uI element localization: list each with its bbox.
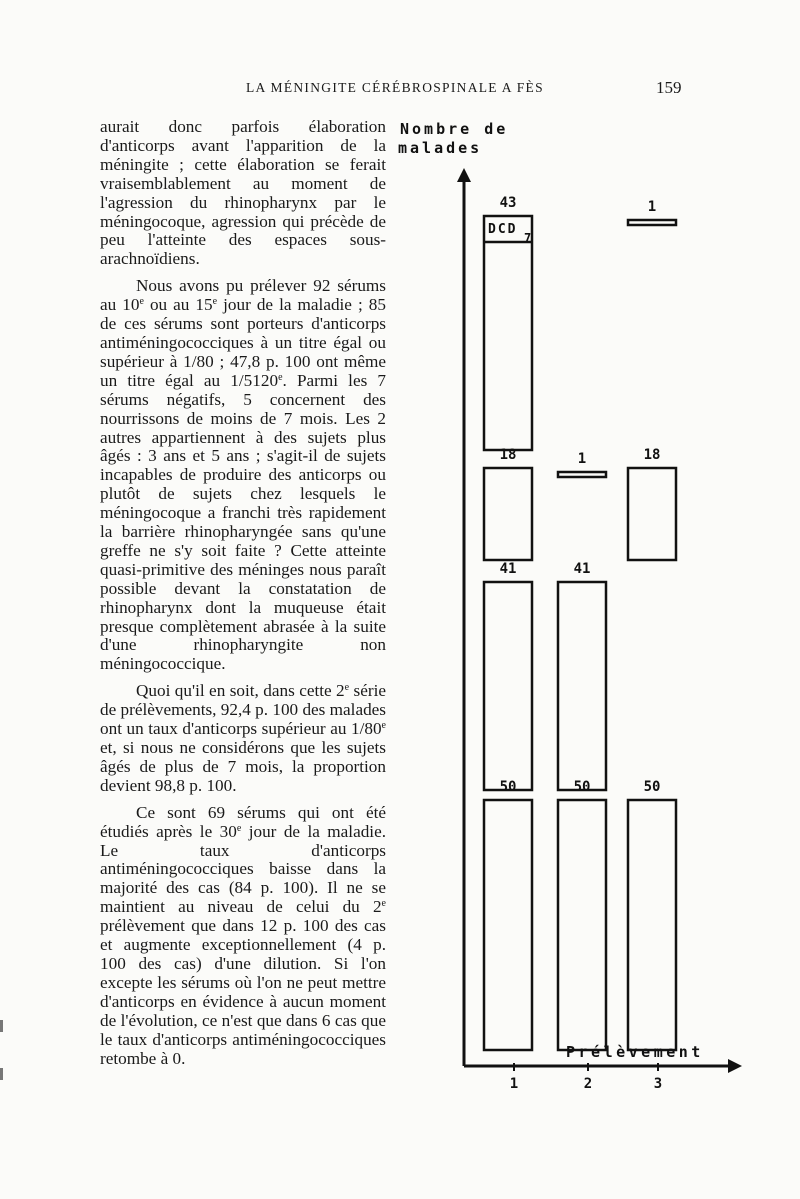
bar-value-label: 18 [643, 447, 661, 463]
page-number: 159 [656, 78, 682, 97]
paragraph-3: Quoi qu'il en soit, dans cette 2e série de prélèvements, 92,4 p. 100 des malades ont un taux d'anticorps supérieur au 1/80e et, si nous ne considérons que les sujets âgés de plus de 7 mois, la proportion devient 98,8 p. 100. [100, 681, 386, 795]
dcd-value-label: 7 [524, 231, 532, 245]
bar-value-label: 18 [499, 447, 517, 463]
paragraph-1: aurait donc parfois élaboration d'anticorps avant l'apparition de la méningite ; cette élaboration se ferait vraisemblablement au moment de l'agression du rhinopharynx par le méningocoque, agression qui précède de peu l'atteinte des espaces sous-arachnoïdiens. [100, 117, 386, 269]
scan-margin-mark [0, 1068, 3, 1080]
bar-value-label: 41 [499, 561, 517, 577]
bar-value-label: 41 [573, 561, 591, 577]
bar-chart [380, 100, 760, 1100]
bar-value-label: 1 [577, 451, 587, 467]
x-axis-label: Prélèvement [566, 1043, 704, 1061]
running-header: LA MÉNINGITE CÉRÉBROSPINALE A FÈS [246, 80, 544, 95]
bar [484, 468, 532, 560]
bar-value-label: 1 [647, 199, 657, 215]
y-axis-arrow [457, 168, 471, 182]
bar [484, 582, 532, 790]
bar-value-label: 50 [573, 779, 591, 795]
paragraph-2: Nous avons pu prélever 92 sérums au 10e ou au 15e jour de la maladie ; 85 de ces sérums sont porteurs d'anticorps antiméningococciques à un titre égal ou supérieur à 1/80 ; 47,8 p. 100 ont même un titre égal au 1/5120e. Parmi les 7 sérums négatifs, 5 concernent des nourrissons de moins de 7 mois. Les 2 autres appartiennent à des sujets plus âgés : 3 ans et 5 ans ; s'agit-il de sujets incapables de produire des anticorps ou plutôt de sujets chez lesquels le méningocoque a franchi très rapidement la barrière rhinopharyngée sans qu'une greffe ne s'y soit faite ? Cette atteinte quasi-primitive des méninges nous paraît possible devant la constatation de rhinopharynx dont la muqueuse était presque complètement abrasée à la suite d'une rhinopharyngite non méningococcique. [100, 276, 386, 674]
bar [484, 216, 532, 450]
x-tick-label: 3 [653, 1076, 663, 1092]
bar [558, 472, 606, 477]
body-text [100, 118, 386, 1076]
paragraph-4: Ce sont 69 sérums qui ont été étudiés après le 30e jour de la maladie. Le taux d'anticorps antiméningococciques baisse dans la majorité des cas (84 p. 100). Il ne se maintient au niveau de celui du 2e prélèvement que dans 12 p. 100 des cas et augmente exceptionnellement (4 p. 100 des cas) d'une dilution. Si l'on excepte les sérums où l'on ne peut mettre d'anticorps en évidence à aucun moment de l'évolution, ce n'est que dans 6 cas que le taux d'anticorps antiméningococciques retombe à 0. [100, 802, 386, 1068]
bar [558, 800, 606, 1050]
bar-value-label: 50 [643, 779, 661, 795]
bar-value-label: 43 [499, 195, 517, 211]
bar-value-label: 50 [499, 779, 517, 795]
scan-margin-mark [0, 1020, 3, 1032]
y-axis-label-line2: malades [398, 139, 483, 157]
x-axis-arrow [728, 1059, 742, 1073]
chart-svg [380, 100, 760, 1100]
x-tick-label: 1 [509, 1076, 519, 1092]
bar [628, 220, 676, 225]
bar [558, 582, 606, 790]
bar [628, 800, 676, 1050]
bar [628, 468, 676, 560]
y-axis-label-line1: Nombre de [400, 120, 509, 138]
bar [484, 800, 532, 1050]
dcd-label: DCD [488, 222, 518, 237]
x-tick-label: 2 [583, 1076, 593, 1092]
